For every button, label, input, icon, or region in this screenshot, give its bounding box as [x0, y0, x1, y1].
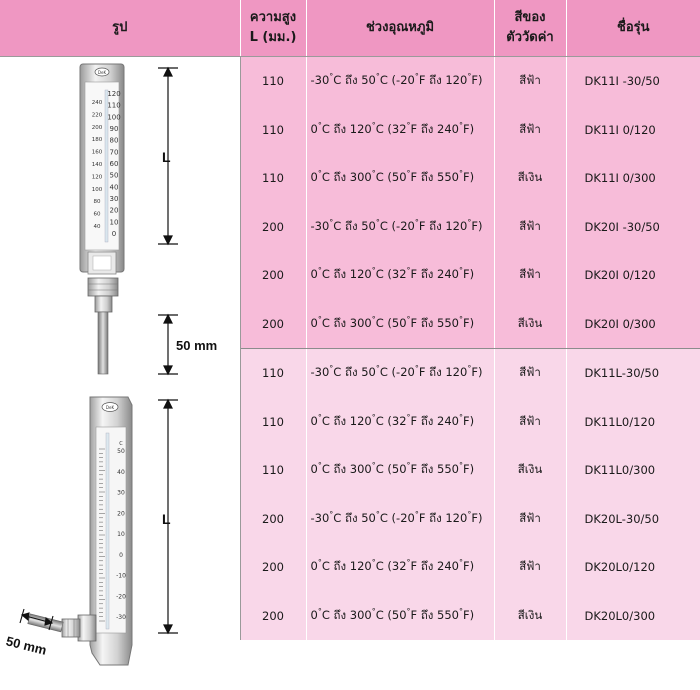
degree-mark: ° [317, 120, 322, 130]
unit-f: F [418, 73, 426, 88]
unit-f: F [410, 121, 418, 136]
scale-label-f: 120 [91, 174, 103, 181]
unit-f: F [463, 315, 470, 330]
unit-f: F [410, 607, 418, 622]
scale-label-c: 30 [117, 489, 125, 497]
unit-f: F [471, 510, 478, 525]
range-c-to: 120 [349, 559, 372, 574]
range-c-from: 0 [310, 462, 318, 477]
degree-mark: ° [459, 461, 463, 471]
degree-mark: ° [406, 169, 411, 179]
degree-mark: ° [317, 461, 322, 471]
model-cell: DK11I -30/50 [566, 57, 700, 106]
scale-label-f: 180 [91, 137, 103, 144]
unit-c: C [321, 267, 330, 282]
model-cell: DK11I 0/120 [566, 106, 700, 155]
range-cell: -30°C ถึง 50°C (-20°F ถึง 120°F) [306, 203, 494, 252]
range-cell: 0°C ถึง 300°C (50°F ถึง 550°F) [306, 592, 494, 641]
unit-f: F [410, 170, 418, 185]
scale-label-c: -10 [116, 572, 126, 580]
range-c-to: 300 [349, 315, 372, 330]
range-c-from: -30 [310, 510, 330, 525]
scale-label-c: 80 [109, 136, 119, 145]
degree-mark: ° [459, 558, 463, 568]
model-cell: DK20I 0/120 [566, 251, 700, 300]
range-to: ถึง [333, 607, 347, 622]
range-c-from: -30 [310, 365, 330, 380]
unit-c: C [333, 510, 342, 525]
range-c-to: 120 [349, 121, 372, 136]
unit-c: C [333, 218, 342, 233]
unit-f: F [418, 365, 426, 380]
degree-mark: ° [467, 509, 472, 519]
range-to: ถึง [420, 267, 434, 282]
range-f-from: 32 [391, 559, 407, 574]
range-c-to: 300 [349, 462, 372, 477]
scale-label-c: 20 [109, 206, 119, 215]
degree-mark: ° [371, 558, 376, 568]
degree-mark: ° [414, 72, 419, 82]
scale-label-f: 140 [91, 162, 103, 168]
degree-mark: ° [329, 509, 334, 519]
unit-c: C [321, 413, 330, 428]
degree-mark: ° [371, 120, 376, 130]
range-f-to: 240 [437, 559, 459, 574]
scale-label-c: 70 [109, 148, 119, 157]
length-cell: 200 [240, 251, 306, 300]
unit-c: C [375, 267, 384, 282]
scale-label-f: 160 [91, 149, 103, 156]
range-c-to: 50 [361, 365, 376, 380]
unit-c: C [321, 607, 330, 622]
color-cell: สีฟ้า [494, 106, 566, 155]
range-f-to: 550 [437, 462, 459, 477]
scale-label-f: 240 [91, 100, 103, 106]
range-f-to: 240 [437, 121, 459, 136]
range-to: ถึง [420, 413, 434, 428]
degree-mark: ° [459, 266, 463, 276]
degree-mark: ° [406, 266, 411, 276]
degree-mark: ° [329, 217, 334, 227]
range-to: ถึง [344, 218, 358, 233]
range-to: ถึง [333, 121, 347, 136]
thread-fitting [95, 296, 112, 312]
stem [98, 312, 108, 374]
scale-label-c: 40 [109, 183, 119, 192]
range-f-from: 50 [391, 170, 407, 185]
degree-mark: ° [375, 509, 380, 519]
length-cell: 200 [240, 495, 306, 544]
brand-logo-text: DeK [105, 405, 115, 410]
dimension-length-label: L [162, 511, 171, 527]
unit-c: C [321, 121, 330, 136]
scale-label-c: 60 [109, 160, 119, 168]
scale-label-c: 30 [109, 195, 119, 203]
range-to: ถึง [420, 315, 434, 330]
degree-mark: ° [371, 266, 376, 276]
scale-label-c: 40 [117, 468, 125, 476]
range-f-to: 240 [437, 267, 459, 282]
dimension-length-label: L [162, 149, 171, 165]
degree-mark: ° [317, 558, 322, 568]
range-to: ถึง [333, 413, 347, 428]
unit-f: F [418, 218, 426, 233]
unit-f: F [471, 218, 478, 233]
scale-label-c: 0 [111, 230, 117, 238]
range-c-from: 0 [310, 315, 318, 330]
thermometer-face [96, 427, 126, 633]
range-f-from: 50 [391, 607, 407, 622]
range-to: ถึง [420, 607, 434, 622]
range-c-from: 0 [310, 559, 318, 574]
range-to: ถึง [429, 218, 442, 233]
degree-mark: ° [371, 461, 376, 471]
degree-mark: ° [371, 606, 376, 616]
range-f-from: 32 [391, 413, 407, 428]
scale-label-c: 20 [117, 510, 125, 518]
degree-mark: ° [406, 461, 411, 471]
unit-c: C [375, 315, 384, 330]
range-c-to: 50 [361, 510, 376, 525]
color-cell: สีเงิน [494, 300, 566, 349]
range-f-to: 550 [437, 170, 459, 185]
color-cell: สีฟ้า [494, 203, 566, 252]
straight-thermometer-figure [0, 56, 240, 380]
unit-f: F [410, 267, 418, 282]
range-f-to: 120 [445, 365, 468, 380]
range-cell: 0°C ถึง 120°C (32°F ถึง 240°F) [306, 398, 494, 447]
scale-label-c: 110 [107, 101, 121, 110]
header-color [494, 0, 566, 57]
header-height-line2: L (มม.) [249, 30, 297, 45]
unit-c: C [375, 170, 384, 185]
scale-label-c: 120 [107, 90, 121, 98]
degree-mark: ° [414, 217, 419, 227]
unit-c: C [375, 559, 384, 574]
header-image: รูป [0, 0, 240, 57]
model-cell: DK20L0/120 [566, 543, 700, 592]
scale-label-c: 10 [109, 218, 119, 227]
length-cell: 110 [240, 106, 306, 155]
degree-mark: ° [467, 217, 472, 227]
unit-c: C [379, 73, 388, 88]
degree-mark: ° [375, 364, 380, 374]
range-c-to: 120 [349, 267, 372, 282]
range-to: ถึง [333, 315, 347, 330]
range-to: ถึง [420, 121, 434, 136]
unit-f: F [463, 462, 470, 477]
length-cell: 200 [240, 300, 306, 349]
unit-c: C [379, 218, 388, 233]
unit-c: C [379, 510, 388, 525]
degree-mark: ° [406, 606, 411, 616]
range-c-to: 300 [349, 607, 372, 622]
length-cell: 200 [240, 592, 306, 641]
length-cell: 110 [240, 57, 306, 106]
range-f-from: -20 [396, 510, 415, 525]
header-model: ชื่อรุ่น [566, 0, 700, 57]
range-to: ถึง [344, 510, 358, 525]
degree-mark: ° [459, 412, 463, 422]
range-to: ถึง [333, 267, 347, 282]
range-f-to: 550 [437, 315, 459, 330]
range-f-to: 550 [437, 607, 459, 622]
bulb-window-inner [93, 256, 111, 270]
degree-mark: ° [317, 266, 322, 276]
length-cell: 110 [240, 154, 306, 203]
length-cell: 200 [240, 203, 306, 252]
degree-mark: ° [414, 364, 419, 374]
header-color-line2: ตัววัดค่า [506, 30, 554, 45]
range-cell: -30°C ถึง 50°C (-20°F ถึง 120°F) [306, 495, 494, 544]
unit-f: F [463, 607, 470, 622]
scale-label-c: -30 [116, 614, 126, 621]
model-cell: DK11L-30/50 [566, 349, 700, 398]
length-cell: 200 [240, 543, 306, 592]
unit-f: F [418, 510, 426, 525]
range-c-to: 300 [349, 170, 372, 185]
range-c-from: -30 [310, 73, 330, 88]
degree-mark: ° [459, 169, 463, 179]
range-c-from: 0 [310, 267, 318, 282]
scale-label-c: 10 [117, 531, 125, 538]
degree-mark: ° [406, 558, 411, 568]
degree-mark: ° [371, 314, 376, 324]
range-c-from: 0 [310, 607, 318, 622]
table-header-row [0, 0, 700, 57]
range-cell: -30°C ถึง 50°C (-20°F ถึง 120°F) [306, 57, 494, 106]
celsius-scale [116, 448, 126, 621]
unit-c: C [321, 315, 330, 330]
scale-label-f: 80 [93, 199, 101, 206]
scale-label-c: 90 [109, 125, 119, 133]
scale-label-f: 200 [91, 124, 103, 131]
unit-c: C [375, 413, 384, 428]
dimension-stem [158, 315, 178, 374]
color-cell: สีเงิน [494, 446, 566, 495]
range-f-from: 50 [391, 315, 407, 330]
header-height [240, 0, 306, 57]
angled-thermometer-figure [0, 383, 240, 690]
scale-label-c: 0 [119, 551, 123, 559]
range-cell: 0°C ถึง 300°C (50°F ถึง 550°F) [306, 300, 494, 349]
range-to: ถึง [420, 170, 434, 185]
length-cell: 110 [240, 398, 306, 447]
degree-mark: ° [371, 412, 376, 422]
range-f-from: -20 [396, 365, 415, 380]
color-cell: สีฟ้า [494, 398, 566, 447]
scale-label-f: 60 [93, 211, 101, 218]
unit-f: F [463, 559, 470, 574]
unit-f: F [410, 315, 418, 330]
range-to: ถึง [429, 365, 442, 380]
model-cell: DK20I -30/50 [566, 203, 700, 252]
degree-mark: ° [467, 364, 472, 374]
range-to: ถึง [420, 559, 434, 574]
unit-f: F [410, 559, 418, 574]
unit-c: C [375, 607, 384, 622]
degree-mark: ° [329, 72, 334, 82]
header-range: ช่วงอุณหภูมิ [306, 0, 494, 57]
unit-f: F [463, 267, 470, 282]
unit-c: C [375, 462, 384, 477]
range-f-to: 120 [445, 218, 468, 233]
range-f-to: 120 [445, 510, 468, 525]
range-f-from: 50 [391, 462, 407, 477]
degree-mark: ° [459, 606, 463, 616]
range-f-to: 120 [445, 73, 468, 88]
degree-mark: ° [406, 314, 411, 324]
scale-label-c: 50 [117, 448, 125, 455]
dimension-stem-label: 50 mm [4, 633, 49, 658]
unit-f: F [410, 413, 418, 428]
range-c-from: 0 [310, 413, 318, 428]
range-to: ถึง [429, 510, 442, 525]
scale-label-f: 40 [93, 224, 101, 230]
elbow-fitting [78, 615, 96, 641]
model-cell: DK11I 0/300 [566, 154, 700, 203]
model-cell: DK20I 0/300 [566, 300, 700, 349]
range-cell: 0°C ถึง 300°C (50°F ถึง 550°F) [306, 154, 494, 203]
scale-unit-label: C [119, 441, 123, 447]
header-color-line1: สีของ [514, 10, 546, 25]
range-c-from: 0 [310, 121, 318, 136]
scale-label-c: -20 [116, 593, 126, 601]
unit-f: F [463, 170, 470, 185]
dimension-stem-label: 50 mm [176, 338, 218, 353]
color-cell: สีฟ้า [494, 57, 566, 106]
range-cell: -30°C ถึง 50°C (-20°F ถึง 120°F) [306, 349, 494, 398]
range-to: ถึง [333, 170, 347, 185]
brand-logo-text: DeK [97, 70, 107, 75]
range-cell: 0°C ถึง 300°C (50°F ถึง 550°F) [306, 446, 494, 495]
range-to: ถึง [344, 365, 358, 380]
range-to: ถึง [420, 462, 434, 477]
range-c-from: -30 [310, 218, 330, 233]
range-to: ถึง [333, 462, 347, 477]
range-c-to: 50 [361, 73, 376, 88]
length-cell: 110 [240, 446, 306, 495]
degree-mark: ° [406, 120, 411, 130]
model-cell: DK11L0/120 [566, 398, 700, 447]
unit-f: F [471, 365, 478, 380]
range-f-from: -20 [396, 73, 415, 88]
color-cell: สีฟ้า [494, 543, 566, 592]
degree-mark: ° [371, 169, 376, 179]
range-c-from: 0 [310, 170, 318, 185]
unit-f: F [463, 413, 470, 428]
degree-mark: ° [467, 72, 472, 82]
unit-c: C [375, 121, 384, 136]
unit-c: C [333, 365, 342, 380]
color-cell: สีฟ้า [494, 349, 566, 398]
model-cell: DK20L-30/50 [566, 495, 700, 544]
degree-mark: ° [329, 364, 334, 374]
color-cell: สีฟ้า [494, 251, 566, 300]
scale-label-c: 100 [107, 113, 121, 122]
range-f-to: 240 [437, 413, 459, 428]
unit-c: C [379, 365, 388, 380]
unit-c: C [333, 73, 342, 88]
degree-mark: ° [414, 509, 419, 519]
unit-c: C [321, 462, 330, 477]
degree-mark: ° [375, 72, 380, 82]
unit-c: C [321, 170, 330, 185]
range-to: ถึง [429, 73, 442, 88]
color-cell: สีฟ้า [494, 495, 566, 544]
scale-label-f: 220 [91, 112, 103, 119]
capillary-tube [106, 433, 109, 629]
range-f-from: -20 [396, 218, 415, 233]
range-cell: 0°C ถึง 120°C (32°F ถึง 240°F) [306, 106, 494, 155]
degree-mark: ° [406, 412, 411, 422]
degree-mark: ° [375, 217, 380, 227]
degree-mark: ° [317, 412, 322, 422]
scale-label-c: 50 [109, 171, 119, 180]
degree-mark: ° [459, 120, 463, 130]
model-cell: DK11L0/300 [566, 446, 700, 495]
unit-f: F [463, 121, 470, 136]
header-height-line1: ความสูง [249, 10, 297, 25]
connection-nut [62, 619, 80, 637]
unit-c: C [321, 559, 330, 574]
range-to: ถึง [333, 559, 347, 574]
scale-label-f: 100 [91, 186, 103, 193]
unit-f: F [410, 462, 418, 477]
color-cell: สีเงิน [494, 592, 566, 641]
length-cell: 110 [240, 349, 306, 398]
range-f-from: 32 [391, 121, 407, 136]
connection-nut [88, 278, 118, 296]
range-c-to: 50 [361, 218, 376, 233]
range-c-to: 120 [349, 413, 372, 428]
unit-f: F [471, 73, 478, 88]
degree-mark: ° [317, 169, 322, 179]
range-to: ถึง [344, 73, 358, 88]
range-f-from: 32 [391, 267, 407, 282]
degree-mark: ° [317, 314, 322, 324]
degree-mark: ° [459, 314, 463, 324]
color-cell: สีเงิน [494, 154, 566, 203]
range-cell: 0°C ถึง 120°C (32°F ถึง 240°F) [306, 543, 494, 592]
range-cell: 0°C ถึง 120°C (32°F ถึง 240°F) [306, 251, 494, 300]
model-cell: DK20L0/300 [566, 592, 700, 641]
degree-mark: ° [317, 606, 322, 616]
